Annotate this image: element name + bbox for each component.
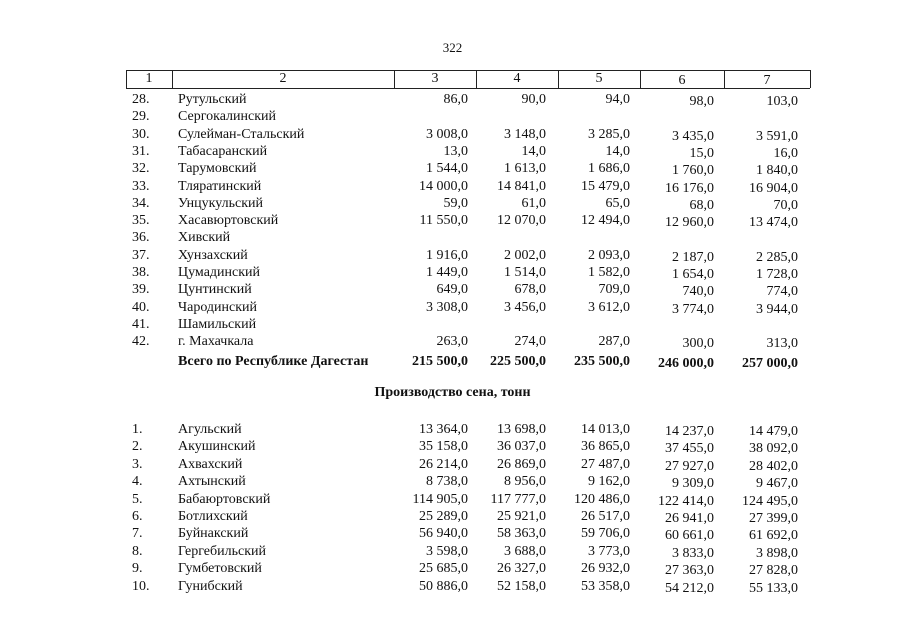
value-col-5: 287,0 [598, 334, 630, 350]
value-col-4: 3 456,0 [504, 299, 546, 315]
value-col-5: 3 285,0 [588, 126, 630, 142]
row-number: 5. [132, 491, 143, 507]
header-col-1: 1 [145, 71, 153, 86]
district-name: Агульский [178, 422, 242, 437]
value-col-6: 27 927,0 [665, 458, 714, 474]
header-col-6: 6 [678, 73, 686, 88]
header-col-5: 5 [595, 71, 603, 86]
table-row [0, 91, 905, 109]
row-number: 34. [132, 195, 150, 211]
value-col-7: 1 728,0 [756, 267, 798, 282]
value-col-3: 25 685,0 [419, 561, 468, 577]
value-col-3: 8 738,0 [426, 474, 468, 490]
value-col-5: 65,0 [605, 195, 630, 211]
table-row [0, 178, 905, 196]
value-col-6: 12 960,0 [665, 215, 714, 231]
table-row [0, 525, 905, 543]
table-row [0, 195, 905, 213]
value-col-5: 1 582,0 [588, 265, 630, 280]
district-name: Хасавюртовский [178, 213, 279, 229]
row-number: 4. [132, 474, 143, 490]
row-number: 8. [132, 543, 143, 559]
district-name: Сулейман-Стальский [178, 126, 305, 142]
header-col-2: 2 [279, 71, 287, 86]
value-col-4: 14 841,0 [497, 178, 546, 194]
value-col-3: 1 916,0 [426, 247, 468, 263]
total-col-6: 246 000,0 [658, 356, 714, 371]
value-col-3: 114 905,0 [412, 491, 468, 507]
row-number: 9. [132, 561, 143, 577]
value-col-6: 26 941,0 [665, 511, 714, 526]
value-col-5: 94,0 [605, 92, 630, 107]
row-number: 7. [132, 526, 143, 542]
value-col-6: 98,0 [689, 94, 714, 109]
district-name: г. Махачкала [178, 334, 254, 350]
district-name: Тляратинский [178, 178, 262, 194]
row-number: 41. [132, 316, 150, 332]
total-col-7: 257 000,0 [742, 356, 798, 371]
table-row [0, 578, 905, 596]
value-col-4: 26 327,0 [497, 561, 546, 577]
value-col-5: 3 773,0 [588, 543, 630, 559]
value-col-4: 26 869,0 [497, 456, 546, 472]
value-col-7: 9 467,0 [756, 476, 798, 492]
value-col-7: 28 402,0 [749, 458, 798, 474]
district-name: Буйнакский [178, 526, 249, 542]
value-col-3: 3 598,0 [426, 543, 468, 559]
value-col-5: 709,0 [598, 282, 630, 298]
table-row [0, 126, 905, 144]
value-col-5: 14,0 [605, 143, 630, 159]
table-row [0, 229, 905, 247]
value-col-5: 27 487,0 [581, 456, 630, 472]
table-row [0, 212, 905, 230]
value-col-7: 774,0 [766, 284, 798, 300]
header-col-4: 4 [513, 71, 521, 86]
table-row [0, 333, 905, 351]
value-col-6: 68,0 [689, 197, 714, 213]
value-col-4: 36 037,0 [497, 439, 546, 455]
value-col-3: 59,0 [443, 195, 468, 211]
value-col-7: 124 495,0 [742, 493, 798, 509]
value-col-4: 678,0 [514, 282, 546, 298]
value-col-4: 13 698,0 [497, 422, 546, 437]
value-col-4: 117 777,0 [490, 491, 546, 507]
table-row [0, 421, 905, 439]
value-col-5: 3 612,0 [588, 299, 630, 315]
value-col-7: 61 692,0 [749, 528, 798, 544]
row-number: 39. [132, 282, 150, 298]
row-number: 3. [132, 456, 143, 472]
value-col-5: 36 865,0 [581, 439, 630, 455]
value-col-3: 263,0 [436, 334, 468, 350]
table-row [0, 143, 905, 161]
value-col-5: 26 932,0 [581, 561, 630, 577]
district-name: Цунтинский [178, 282, 252, 298]
value-col-7: 2 285,0 [756, 249, 798, 265]
value-col-7: 55 133,0 [749, 580, 798, 596]
value-col-3: 3 008,0 [426, 126, 468, 142]
value-col-5: 12 494,0 [581, 213, 630, 229]
value-col-4: 1 514,0 [504, 265, 546, 280]
total-col-3: 215 500,0 [412, 354, 468, 369]
table-row [0, 160, 905, 178]
value-col-5: 53 358,0 [581, 578, 630, 594]
value-col-4: 2 002,0 [504, 247, 546, 263]
district-name: Ботлихский [178, 509, 248, 524]
value-col-3: 649,0 [436, 282, 468, 298]
total-col-4: 225 500,0 [490, 354, 546, 369]
value-col-7: 27 828,0 [749, 563, 798, 579]
value-col-3: 25 289,0 [419, 509, 468, 524]
value-col-7: 3 591,0 [756, 128, 798, 144]
district-name: Бабаюртовский [178, 491, 271, 507]
row-number: 36. [132, 230, 150, 246]
row-number: 42. [132, 334, 150, 350]
district-name: Хунзахский [178, 247, 248, 263]
header-col-3: 3 [431, 71, 439, 86]
row-number: 38. [132, 265, 150, 280]
table-row [0, 281, 905, 299]
value-col-5: 9 162,0 [588, 474, 630, 490]
value-col-7: 3 898,0 [756, 545, 798, 561]
value-col-5: 14 013,0 [581, 422, 630, 437]
value-col-5: 59 706,0 [581, 526, 630, 542]
table-row [0, 316, 905, 334]
value-col-7: 27 399,0 [749, 511, 798, 526]
value-col-3: 86,0 [443, 92, 468, 107]
value-col-4: 8 956,0 [504, 474, 546, 490]
value-col-7: 14 479,0 [749, 424, 798, 439]
value-col-6: 15,0 [689, 145, 714, 161]
header-col-7: 7 [763, 73, 771, 88]
row-number: 29. [132, 109, 150, 125]
district-name: Гумбетовский [178, 561, 262, 577]
value-col-6: 300,0 [682, 336, 714, 352]
row-number: 10. [132, 578, 150, 594]
value-col-3: 26 214,0 [419, 456, 468, 472]
value-col-5: 120 486,0 [574, 491, 630, 507]
row-number: 33. [132, 178, 150, 194]
district-name: Ахтынский [178, 474, 246, 490]
value-col-6: 3 435,0 [672, 128, 714, 144]
district-name: Шамильский [178, 316, 257, 332]
district-name: Унцукульский [178, 195, 264, 211]
value-col-5: 26 517,0 [581, 509, 630, 524]
value-col-4: 274,0 [514, 334, 546, 350]
value-col-6: 1 760,0 [672, 163, 714, 179]
value-col-3: 3 308,0 [426, 299, 468, 315]
value-col-7: 16,0 [773, 145, 798, 161]
value-col-5: 1 686,0 [588, 161, 630, 177]
table-row [0, 108, 905, 126]
value-col-4: 1 613,0 [504, 161, 546, 177]
value-col-4: 25 921,0 [497, 509, 546, 524]
value-col-6: 16 176,0 [665, 180, 714, 196]
table-row [0, 473, 905, 491]
value-col-7: 38 092,0 [749, 441, 798, 457]
value-col-6: 14 237,0 [665, 424, 714, 439]
row-number: 30. [132, 126, 150, 142]
row-number: 31. [132, 143, 150, 159]
value-col-4: 52 158,0 [497, 578, 546, 594]
table-row [0, 299, 905, 317]
value-col-4: 61,0 [521, 195, 546, 211]
table-row [0, 438, 905, 456]
district-name: Тарумовский [178, 161, 257, 177]
value-col-3: 56 940,0 [419, 526, 468, 542]
value-col-4: 14,0 [521, 143, 546, 159]
value-col-3: 50 886,0 [419, 578, 468, 594]
value-col-6: 3 833,0 [672, 545, 714, 561]
section-title: Производство сена, тонн [374, 385, 531, 400]
value-col-4: 3 148,0 [504, 126, 546, 142]
row-number: 6. [132, 509, 143, 524]
table-row [0, 491, 905, 509]
row-number: 32. [132, 161, 150, 177]
value-col-3: 1 449,0 [426, 265, 468, 280]
value-col-3: 35 158,0 [419, 439, 468, 455]
value-col-6: 3 774,0 [672, 301, 714, 317]
value-col-6: 9 309,0 [672, 476, 714, 492]
row-number: 37. [132, 247, 150, 263]
value-col-3: 14 000,0 [419, 178, 468, 194]
value-col-6: 2 187,0 [672, 249, 714, 265]
value-col-5: 2 093,0 [588, 247, 630, 263]
value-col-7: 313,0 [766, 336, 798, 352]
district-name: Цумадинский [178, 265, 261, 280]
value-col-6: 740,0 [682, 284, 714, 300]
page-number: 322 [442, 40, 463, 55]
row-number: 40. [132, 299, 150, 315]
table-row [0, 264, 905, 282]
value-col-3: 13 364,0 [419, 422, 468, 437]
district-name: Хивский [178, 230, 231, 246]
table-row [0, 247, 905, 265]
district-name: Гергебильский [178, 543, 266, 559]
value-col-6: 122 414,0 [658, 493, 714, 509]
value-col-3: 11 550,0 [419, 213, 468, 229]
value-col-6: 27 363,0 [665, 563, 714, 579]
row-number: 2. [132, 439, 143, 455]
value-col-7: 16 904,0 [749, 180, 798, 196]
value-col-6: 60 661,0 [665, 528, 714, 544]
value-col-7: 103,0 [766, 94, 798, 109]
value-col-4: 12 070,0 [497, 213, 546, 229]
district-name: Ахвахский [178, 456, 243, 472]
total-col-5: 235 500,0 [574, 354, 630, 369]
table-row [0, 508, 905, 526]
value-col-3: 1 544,0 [426, 161, 468, 177]
value-col-4: 58 363,0 [497, 526, 546, 542]
row-number: 1. [132, 422, 143, 437]
value-col-7: 13 474,0 [749, 215, 798, 231]
value-col-7: 70,0 [773, 197, 798, 213]
value-col-6: 37 455,0 [665, 441, 714, 457]
value-col-7: 1 840,0 [756, 163, 798, 179]
value-col-3: 13,0 [443, 143, 468, 159]
table-row [0, 456, 905, 474]
value-col-4: 3 688,0 [504, 543, 546, 559]
district-name: Табасаранский [178, 143, 268, 159]
district-name: Чародинский [178, 299, 258, 315]
total-label: Всего по Республике Дагестан [178, 354, 369, 369]
district-name: Гунибский [178, 578, 243, 594]
value-col-6: 1 654,0 [672, 267, 714, 282]
value-col-6: 54 212,0 [665, 580, 714, 596]
district-name: Сергокалинский [178, 109, 277, 125]
total-row [0, 353, 905, 371]
table-row [0, 543, 905, 561]
district-name: Акушинский [178, 439, 256, 455]
district-name: Рутульский [178, 92, 247, 107]
table-row [0, 560, 905, 578]
value-col-4: 90,0 [521, 92, 546, 107]
value-col-5: 15 479,0 [581, 178, 630, 194]
row-number: 28. [132, 92, 150, 107]
row-number: 35. [132, 213, 150, 229]
value-col-7: 3 944,0 [756, 301, 798, 317]
